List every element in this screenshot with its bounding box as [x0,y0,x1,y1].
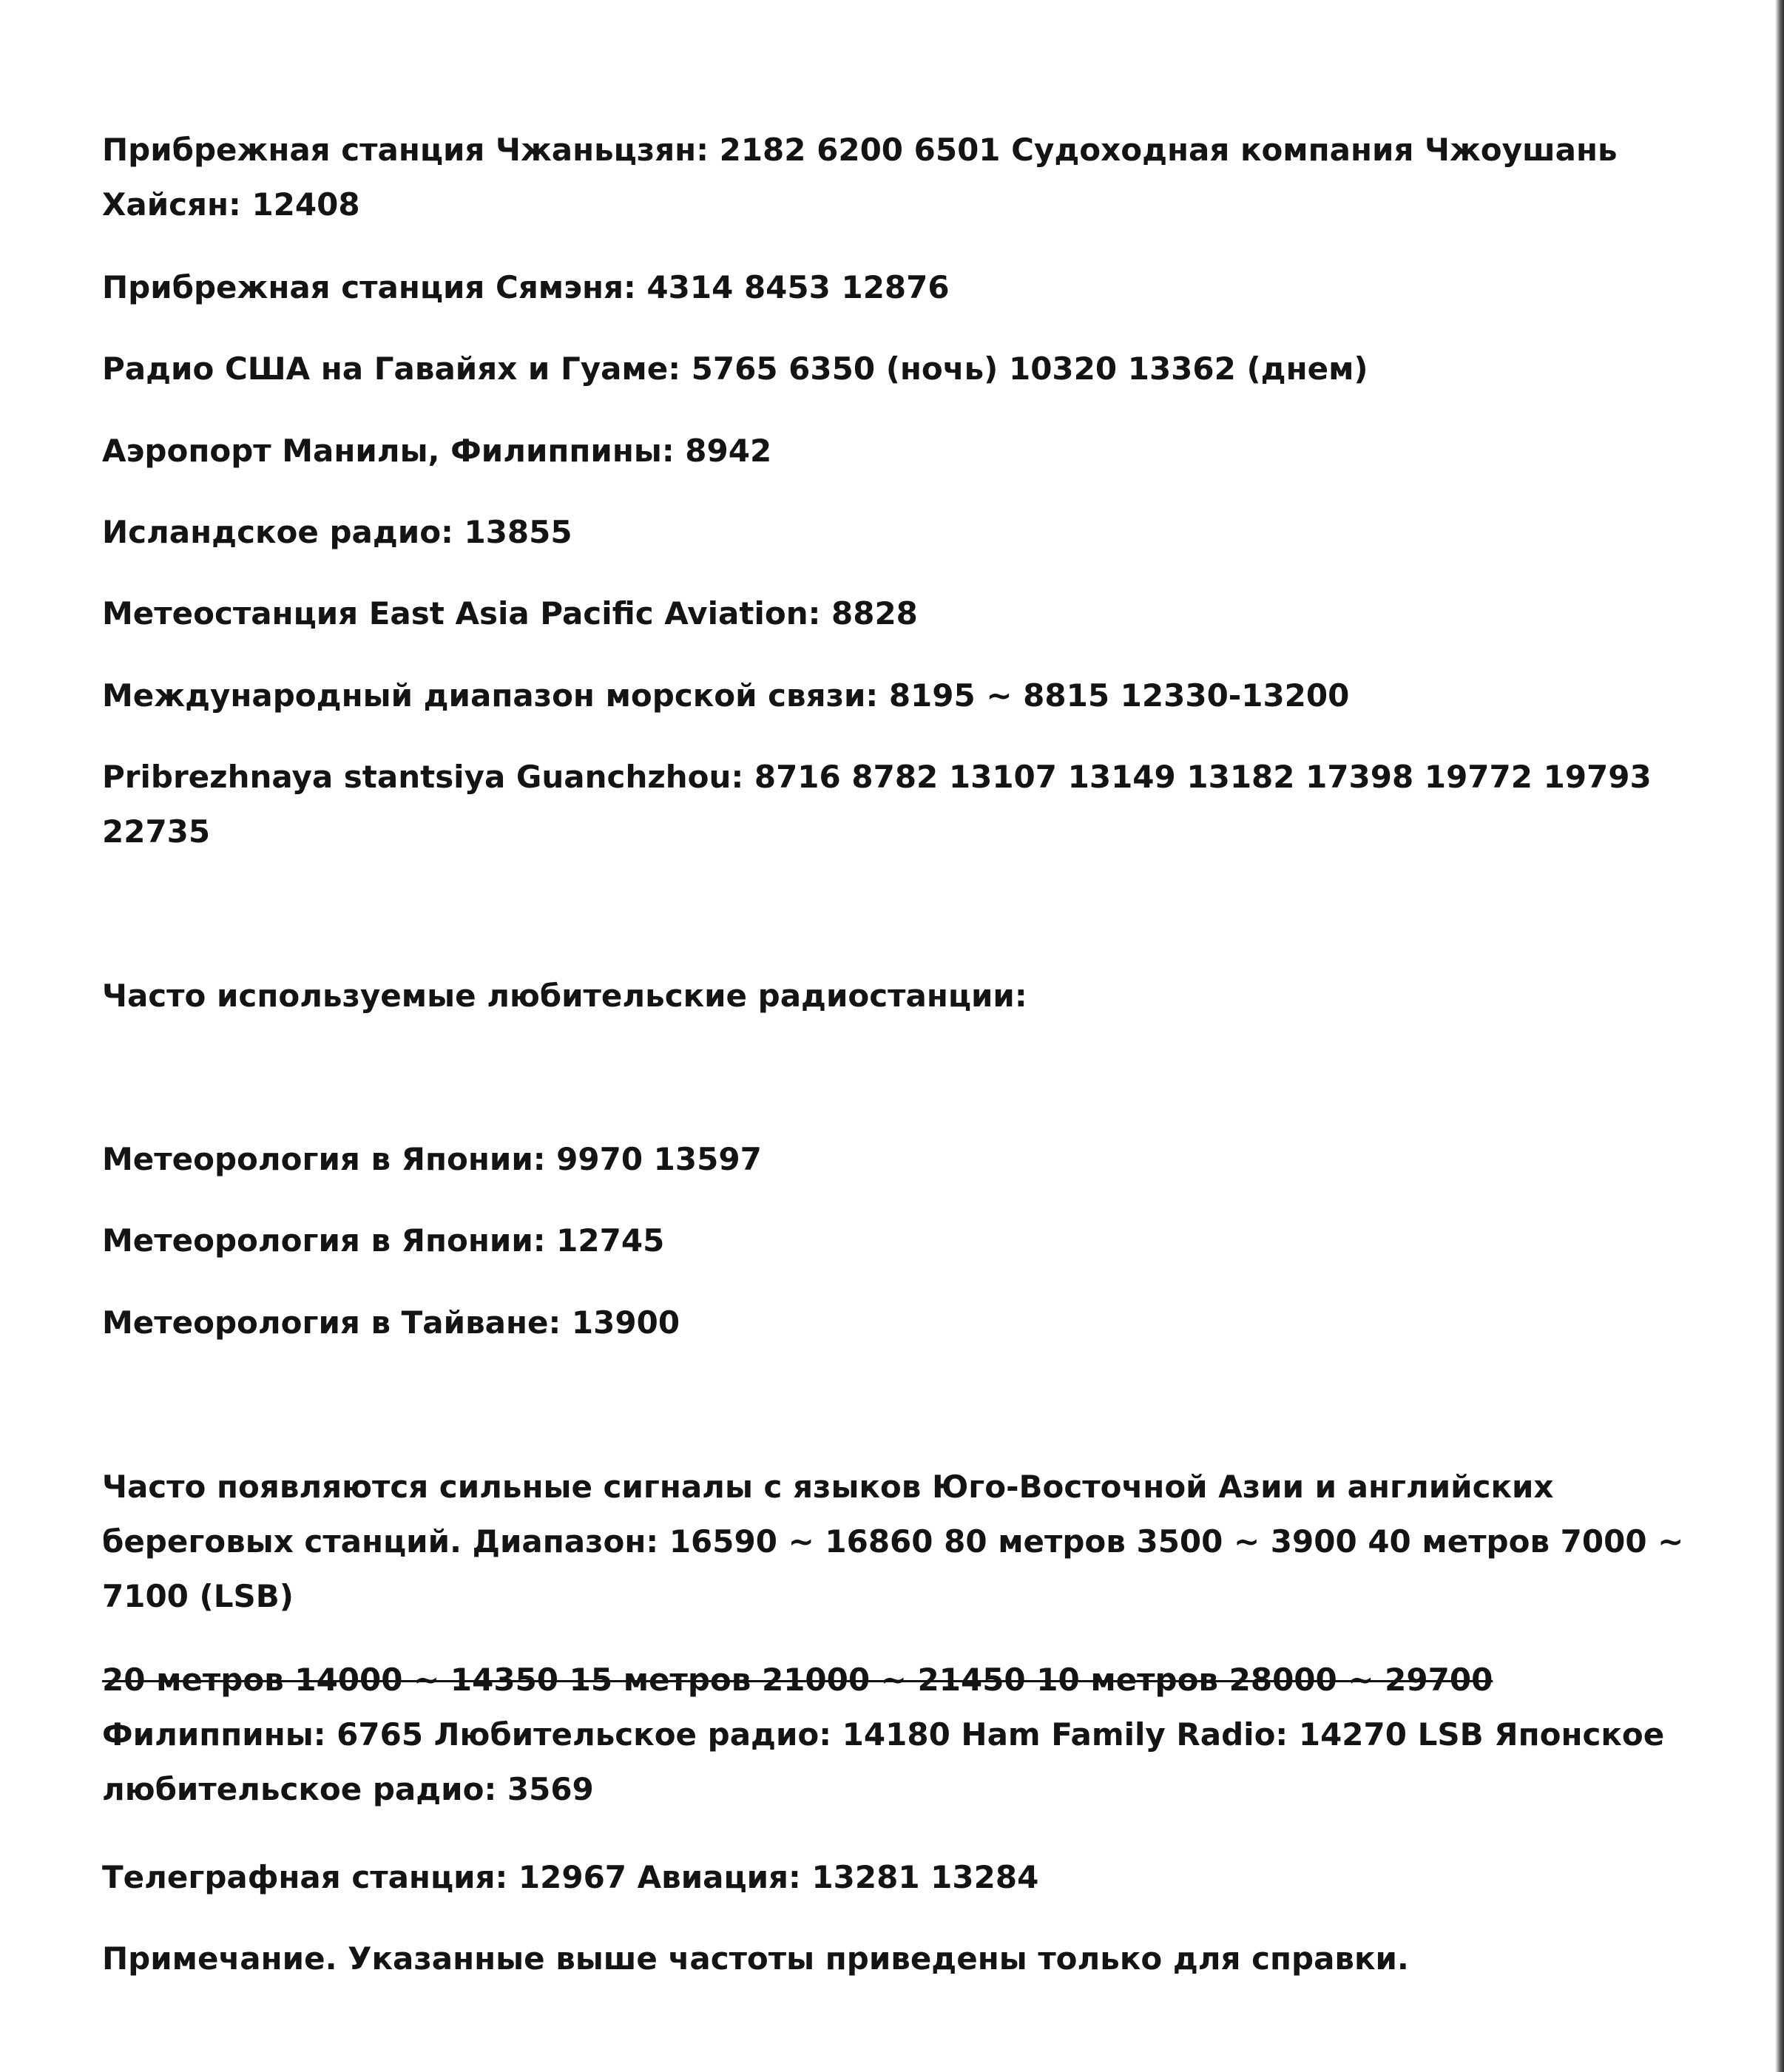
bands-struck-text: 20 метров 14000 ~ 14350 15 метров 21000 ~ 21450 10 метров 28000 ~ 29700 [102,1662,1493,1698]
signals-paragraph: Часто появляются сильные сигналы с языков Юго-Восточной Азии и английских береговых станций. Диапазон: 16590 ~ 16860 80 метров 3500 ~ 3900 40 метров 7000 ~ 7100 (LSB) [102,1469,1684,1614]
scan-edge [1775,0,1784,2072]
bands-rest-text: Филиппины: 6765 Любительское радио: 14180 Ham Family Radio: 14270 LSB Японское любительское радио: 3569 [102,1716,1665,1807]
station-line-maritime-band: Международный диапазон морской связи: 8195 ~ 8815 12330-13200 [102,677,1350,714]
station-line-xiamen: Прибрежная станция Сямэня: 4314 8453 12876 [102,269,950,305]
meteo-line-japan-2: Метеорология в Японии: 12745 [102,1222,665,1259]
amateur-stations-heading: Часто используемые любительские радиостанции: [102,978,1027,1014]
telegraph-line: Телеграфная станция: 12967 Авиация: 13281 13284 [102,1859,1039,1895]
meteo-line-taiwan: Метеорология в Тайване: 13900 [102,1304,680,1341]
station-line-iceland-radio: Исландское радио: 13855 [102,514,572,550]
station-line-zhanjiang: Прибрежная станция Чжаньцзян: 2182 6200 6501 Судоходная компания Чжоушань Хайсян: 12408 [102,132,1618,223]
station-line-aviation-meteo: Метеостанция East Asia Pacific Aviation: 8828 [102,595,918,632]
station-line-guangzhou: Pribrezhnaya stantsiya Guanchzhou: 8716 8782 13107 13149 13182 17398 19772 19793 22735 [102,759,1652,850]
station-line-manila-airport: Аэропорт Манилы, Филиппины: 8942 [102,433,772,469]
station-line-us-radio: Радио США на Гавайях и Гуаме: 5765 6350 (ночь) 10320 13362 (днем) [102,351,1368,387]
meteo-line-japan-1: Метеорология в Японии: 9970 13597 [102,1141,762,1177]
note-line: Примечание. Указанные выше частоты приведены только для справки. [102,1940,1409,1977]
bands-paragraph [102,1653,1700,1817]
